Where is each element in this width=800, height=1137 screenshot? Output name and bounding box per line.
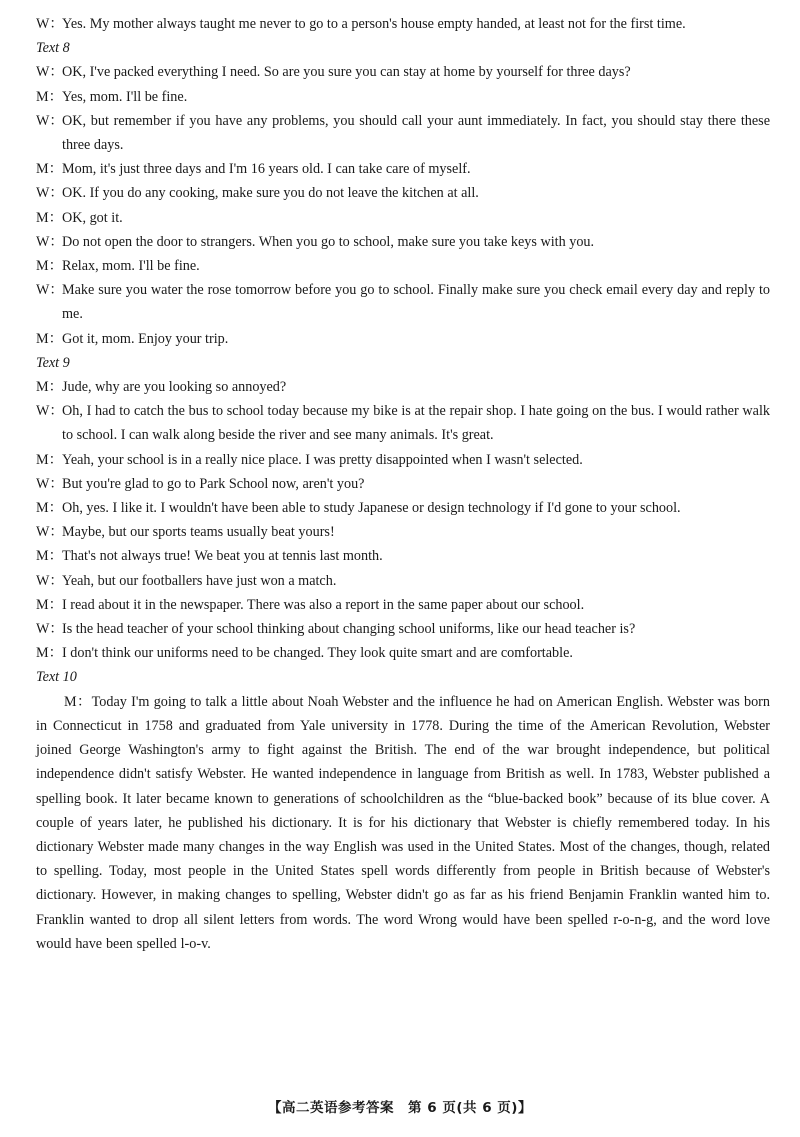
dialogue-text: Is the head teacher of your school thinking about changing school uniforms, like our head teacher is? (62, 621, 636, 638)
dialogue-text: Yeah, but our footballers have just won a match. (62, 572, 337, 589)
dialogue-text: Oh, yes. I like it. I wouldn't have been able to study Japanese or design technology if I'd gone to your school. (62, 500, 681, 517)
text10-section (36, 665, 770, 955)
dialogue-line (36, 181, 770, 205)
dialogue-text: Yes, mom. I'll be fine. (62, 88, 188, 105)
document-content (36, 12, 770, 956)
dialogue-text: I don't think our uniforms need to be changed. They look quite smart and are comfortable. (62, 645, 573, 662)
dialogue-line (36, 472, 770, 496)
speaker-label: M： (36, 379, 63, 396)
dialogue-text: OK, got it. (62, 209, 123, 226)
dialogue-line (36, 544, 770, 568)
speaker-label: M： (36, 451, 63, 468)
speaker-label: M： (36, 548, 63, 565)
speaker-label: W： (36, 112, 64, 129)
speaker-label: W： (36, 64, 64, 81)
text9-section (36, 351, 770, 666)
dialogue-line (36, 206, 770, 230)
dialogue-text: That's not always true! We beat you at tennis last month. (62, 548, 383, 565)
dialogue-text: Yes. My mother always taught me never to go to a person's house empty handed, at least not for the first time. (62, 16, 686, 32)
dialogue-line (36, 520, 770, 544)
speaker-label: M： (36, 161, 63, 178)
speaker-label: M： (36, 330, 63, 347)
dialogue-line (36, 109, 770, 157)
speaker-label: W： (36, 572, 64, 589)
dialogue-line (36, 617, 770, 641)
dialogue-text: OK, but remember if you have any problems, you should call your aunt immediately. In fact, you should stay there these three days. (62, 112, 770, 154)
speaker-label: W： (36, 16, 64, 32)
dialogue-line (36, 85, 770, 109)
dialogue-text: Oh, I had to catch the bus to school today because my bike is at the repair shop. I hate going on the bus. I would rather walk to school. I can walk along beside the river and see many animals. It's great. (62, 403, 770, 444)
text9-heading: Text 9 (36, 354, 70, 371)
dialogue-line (36, 496, 770, 520)
text10-heading: Text 10 (36, 669, 77, 686)
speaker-label: M： (36, 209, 63, 226)
speaker-label: M： (36, 596, 63, 613)
dialogue-line (36, 375, 770, 399)
speaker-label: M： (36, 645, 63, 662)
dialogue-line (36, 254, 770, 278)
speaker-label: W： (36, 524, 64, 541)
dialogue-line (36, 12, 770, 36)
text8-section (36, 36, 770, 351)
dialogue-line (36, 569, 770, 593)
dialogue-line (36, 157, 770, 181)
dialogue-line (36, 448, 770, 472)
dialogue-line (36, 60, 770, 84)
speaker-label: M： (36, 88, 63, 105)
dialogue-text: OK, I've packed everything I need. So are you sure you can stay at home by yourself for three days? (62, 64, 631, 81)
dialogue-text: Maybe, but our sports teams usually beat yours! (62, 524, 335, 541)
speaker-label: W： (36, 282, 64, 299)
dialogue-line (36, 399, 770, 447)
speaker-label: W： (36, 185, 64, 202)
page-footer: 【高二英语参考答案 第 6 页(共 6 页)】 (268, 1100, 532, 1116)
dialogue-text: Jude, why are you looking so annoyed? (62, 379, 287, 396)
dialogue-text: OK. If you do any cooking, make sure you do not leave the kitchen at all. (62, 185, 479, 202)
dialogue-text: Mom, it's just three days and I'm 16 years old. I can take care of myself. (62, 161, 471, 178)
text8-heading: Text 8 (36, 40, 70, 57)
dialogue-line (36, 593, 770, 617)
dialogue-text: But you're glad to go to Park School now, aren't you? (62, 475, 365, 492)
dialogue-text: Do not open the door to strangers. When you go to school, make sure you take keys with you. (62, 233, 595, 250)
dialogue-line (36, 641, 770, 665)
dialogue-text: Yeah, your school is in a really nice place. I was pretty disappointed when I wasn't selected. (62, 451, 583, 468)
speaker-label: W： (36, 233, 64, 250)
dialogue-continued (36, 12, 770, 36)
dialogue-line (36, 230, 770, 254)
dialogue-text: I read about it in the newspaper. There was also a report in the same paper about our school. (62, 596, 585, 613)
speaker-label: W： (36, 403, 64, 420)
dialogue-line (36, 327, 770, 351)
monologue-paragraph: M：Today I'm going to talk a little about Noah Webster and the influence he had on American English. Webster was born in Connecticut in 1758 and graduated from Yale university in 1778. During the time of the American Revolution, Webster joined George Washington's army to fight against the British. The end of the war brought independence, but political independence didn't satisfy Webster. He wanted independence in language from British as well. In 1783, Webster published a spelling book. It later became known to generations of schoolchildren as the “blue-backed book” because of its blue cover. A couple of years later, he published his dictionary. It is for his dictionary that Webster is chiefly remembered today. In his dictionary Webster made many changes in the way English was used in the United States. Most of the changes, though, related to spelling. Today, most people in the United States spell words differently from people in British because of Webster's dictionary. However, in making changes to spelling, Webster didn't go as far as his friend Benjamin Franklin wanted him to. Franklin wanted to drop all silent letters from words. The word Wrong would have been spelled r-o-n-g, and the word love would have been spelled l-o-v. (36, 693, 770, 952)
speaker-label: M： (36, 500, 63, 517)
dialogue-text: Relax, mom. I'll be fine. (62, 258, 200, 275)
dialogue-text: Make sure you water the rose tomorrow before you go to school. Finally make sure you check email every day and reply to me. (62, 282, 770, 323)
speaker-label: M： (36, 258, 63, 275)
speaker-label: W： (36, 475, 64, 492)
dialogue-text: Got it, mom. Enjoy your trip. (62, 330, 229, 347)
speaker-label: W： (36, 621, 64, 638)
dialogue-line (36, 278, 770, 326)
